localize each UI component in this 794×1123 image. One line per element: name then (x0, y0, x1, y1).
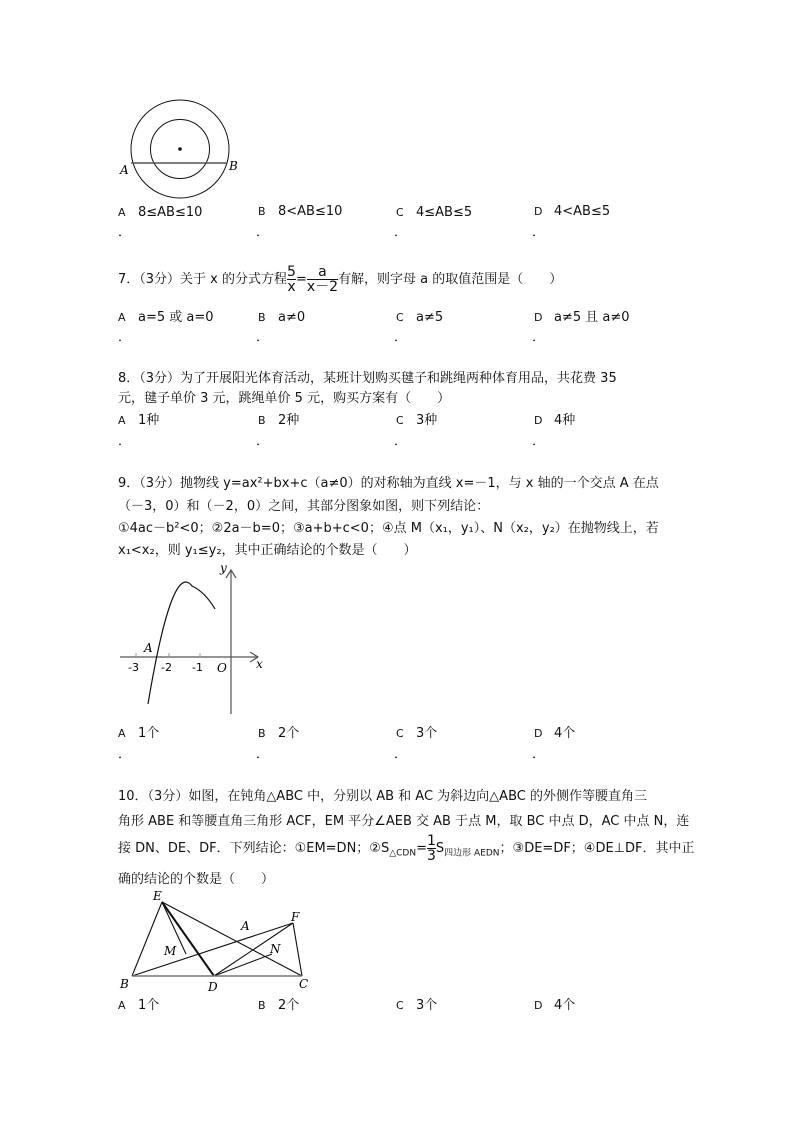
label-d: D (208, 980, 218, 994)
fraction-5-over-x: $\frac{5}{x}$ (287, 264, 296, 295)
equals: = (295, 272, 307, 287)
q8-option-d[interactable] (534, 413, 575, 429)
label-b: B (229, 159, 238, 173)
q7-prefix: 7．（3分）关于 x 的分式方程 (118, 272, 288, 287)
option-letter: B (258, 311, 266, 324)
q9-line-4: x₁<x₂，则 y₁≤y₂，其中正确结论的个数是（ ） (118, 543, 417, 558)
q10-option-b[interactable] (258, 998, 299, 1014)
option-text: 4<AB≤5 (554, 204, 611, 219)
option-dot: ． (394, 225, 408, 240)
option-letter: B (258, 727, 266, 740)
center-point (178, 147, 182, 151)
q6-option-a[interactable] (118, 205, 202, 221)
tick-label-minus-1: -1 (192, 661, 203, 674)
option-text: 8≤AB≤10 (138, 205, 203, 220)
q9-option-a[interactable] (118, 726, 159, 742)
fraction-one-third: $\frac{1}{3}$ (426, 833, 436, 864)
q7-option-d[interactable] (534, 310, 630, 326)
option-dot: ． (394, 747, 408, 762)
option-dot: ． (532, 225, 546, 240)
label-c: C (299, 977, 309, 991)
q7-suffix: 有解，则字母 a 的取值范围是（ ） (338, 272, 563, 287)
option-letter: A (118, 999, 126, 1012)
option-letter: A (118, 414, 126, 427)
q9-line-2: （－3，0）和（－2，0）之间，其部分图象如图，则下列结论： (118, 499, 490, 514)
label-a: A (120, 163, 129, 177)
option-letter: B (258, 999, 266, 1012)
option-letter: B (258, 205, 266, 218)
option-dot: ． (394, 330, 408, 345)
q10-line-2: 角形 ABE 和等腰直角三角形 ACF，EM 平分∠AEB 交 AB 于点 M，取 BC 中点 D，AC 中点 N，连 (118, 814, 690, 829)
label-e: E (153, 889, 162, 903)
label-x: x (256, 657, 263, 671)
q10-option-a[interactable] (118, 998, 159, 1014)
q9-option-c[interactable] (396, 726, 437, 742)
q8-line-1: 8．（3分）为了开展阳光体育活动，某班计划购买毽子和跳绳两种体育用品，共花费 35 (118, 371, 617, 386)
x-axis-arrow (250, 652, 258, 662)
option-letter: D (534, 414, 543, 427)
subscript-quadrilateral-aedn: 四边形 AEDN (444, 848, 500, 859)
option-text: 1种 (138, 413, 160, 428)
subscript-cdn: △CDN (389, 848, 417, 859)
option-letter: C (396, 206, 404, 219)
option-letter: C (396, 727, 404, 740)
option-text: 1个 (138, 998, 160, 1013)
q8-option-a[interactable] (118, 413, 159, 429)
option-dot: ． (118, 434, 132, 449)
option-dot: ． (118, 225, 132, 240)
fraction-a-over-x-minus-2: $\frac{a}{x-2}$ (306, 264, 339, 295)
label-n: N (270, 942, 281, 956)
segment-df (214, 923, 293, 976)
option-text: a=5 或 a=0 (138, 310, 214, 325)
option-dot: ． (532, 747, 546, 762)
q9-line-1: 9．（3分）抛物线 y=ax²+bx+c（a≠0）的对称轴为直线 x=－1，与 x 轴的一个交点 A 在点 (118, 476, 659, 491)
option-dot: ． (532, 434, 546, 449)
q10-line-3-start: 接 DN、DE、DF．下列结论：①EM=DN；②S (118, 841, 390, 856)
option-letter: B (258, 414, 266, 427)
q6-option-b[interactable] (258, 204, 342, 220)
parabola-curve (148, 582, 215, 704)
label-origin: O (217, 661, 227, 675)
option-dot: ． (118, 330, 132, 345)
label-m: M (164, 944, 177, 958)
q6-concentric-circles-figure (0, 0, 794, 200)
label-a: A (144, 641, 153, 655)
q9-option-b[interactable] (258, 726, 299, 742)
option-dot: ． (256, 225, 270, 240)
q7-option-c[interactable] (396, 310, 443, 326)
option-text: 4个 (554, 726, 576, 741)
option-letter: A (118, 727, 126, 740)
option-text: 2种 (278, 413, 300, 428)
segment-em (162, 902, 186, 954)
option-letter: A (118, 206, 126, 219)
tick-label-minus-2: -2 (161, 661, 172, 674)
option-text: a≠0 (278, 310, 306, 325)
option-dot: ． (532, 330, 546, 345)
q10-line-1: 10．（3分）如图，在钝角△ABC 中，分别以 AB 和 AC 为斜边向△ABC 的外侧作等腰直角三 (118, 789, 647, 804)
q10-option-d[interactable] (534, 998, 575, 1014)
q10-line-4: 确的结论的个数是（ ） (118, 872, 275, 887)
option-text: 4个 (554, 998, 576, 1013)
q6-option-d[interactable] (534, 204, 610, 220)
q7-option-a[interactable] (118, 310, 214, 326)
option-dot: ． (118, 747, 132, 762)
option-dot: ． (256, 434, 270, 449)
q6-option-c[interactable] (396, 205, 472, 221)
option-dot: ． (256, 747, 270, 762)
option-text: a≠5 且 a≠0 (554, 310, 630, 325)
option-text: 3个 (416, 726, 438, 741)
tick-label-minus-3: -3 (128, 661, 139, 674)
label-y: y (220, 561, 227, 575)
q8-option-b[interactable] (258, 413, 299, 429)
option-text: a≠5 (416, 310, 444, 325)
option-dot: ． (394, 434, 408, 449)
segment-fc (293, 923, 302, 976)
q10-line-3-end: ；③DE=DF；④DE⊥DF．其中正 (499, 841, 695, 856)
option-letter: D (534, 311, 543, 324)
option-letter: C (396, 414, 404, 427)
option-text: 2个 (278, 998, 300, 1013)
segment-bf (132, 923, 293, 976)
y-axis-arrow (226, 570, 236, 578)
option-text: 8<AB≤10 (278, 204, 343, 219)
option-text: 4≤AB≤5 (416, 205, 473, 220)
equals: = (416, 841, 427, 856)
segment-eb (132, 902, 162, 976)
q7-option-b[interactable] (258, 310, 305, 326)
option-letter: C (396, 311, 404, 324)
area-symbol: S (435, 841, 445, 856)
label-b: B (120, 977, 129, 991)
q9-line-3: ①4ac－b²<0；②2a－b=0；③a+b+c<0；④点 M（x₁，y₁）、N（x₂，y₂）在抛物线上，若 (118, 521, 659, 536)
option-letter: D (534, 205, 543, 218)
option-text: 1个 (138, 726, 160, 741)
q7-stem (118, 265, 562, 294)
q10-line-3 (118, 834, 695, 867)
label-a: A (241, 919, 250, 933)
option-text: 3种 (416, 413, 438, 428)
option-text: 2个 (278, 726, 300, 741)
option-dot: ． (256, 330, 270, 345)
q8-line-2: 元，毽子单价 3 元，跳绳单价 5 元，购买方案有（ ） (118, 391, 451, 406)
segment-dn (214, 954, 272, 976)
segment-ed (162, 902, 214, 976)
option-letter: C (396, 999, 404, 1012)
option-letter: A (118, 311, 126, 324)
q9-option-d[interactable] (534, 726, 575, 742)
q8-option-c[interactable] (396, 413, 437, 429)
option-letter: D (534, 999, 543, 1012)
option-text: 4种 (554, 413, 576, 428)
segment-ec (162, 902, 302, 976)
option-text: 3个 (416, 998, 438, 1013)
label-f: F (291, 910, 300, 924)
option-letter: D (534, 727, 543, 740)
q10-option-c[interactable] (396, 998, 437, 1014)
